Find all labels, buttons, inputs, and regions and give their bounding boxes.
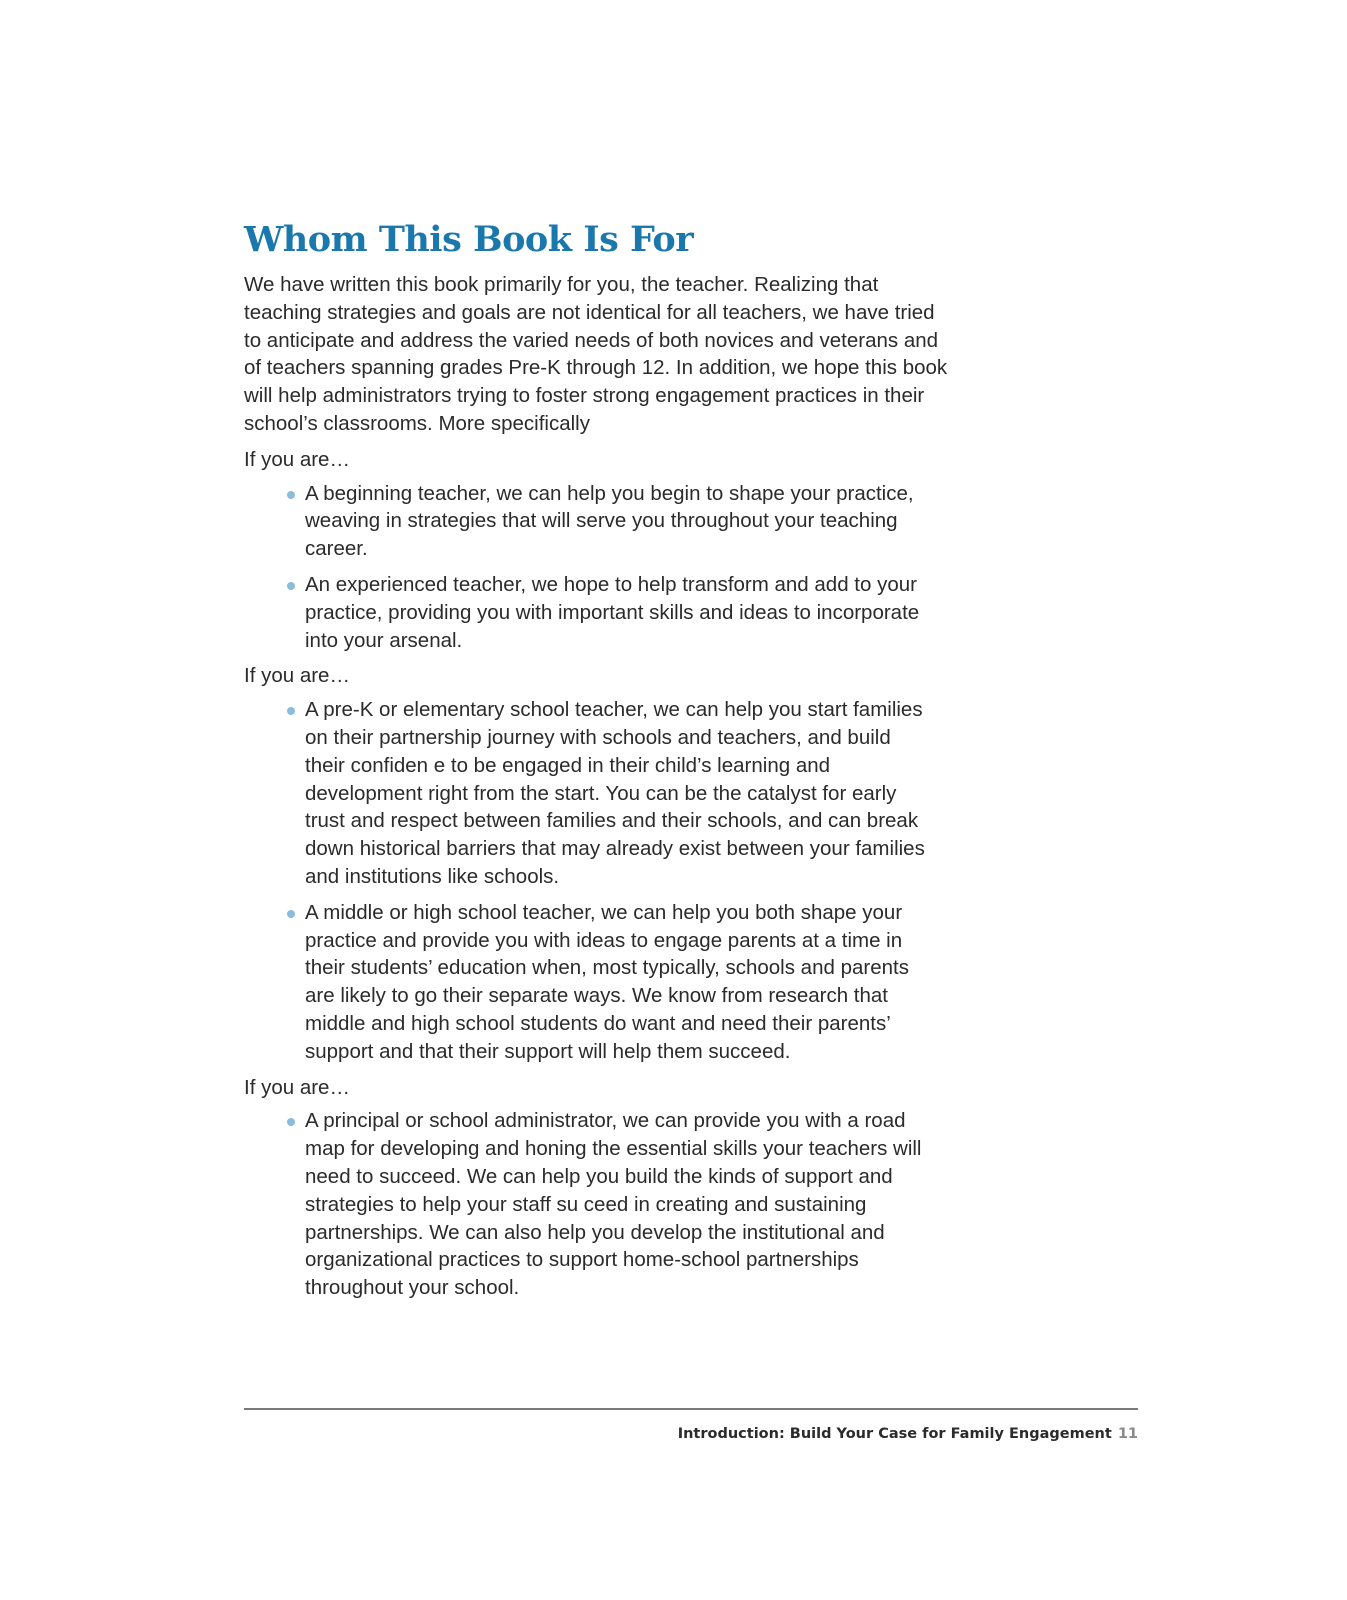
bullet-icon — [287, 707, 295, 715]
bullet-icon — [287, 910, 295, 918]
section-heading: Whom This Book Is For — [244, 219, 694, 260]
page-number: 11 — [1117, 1426, 1138, 1442]
list-item-text: A pre-K or elementary school teacher, we can help you start families on their partnership journey with schools and teachers, and build their confiden e to be engaged in their child’s learning and development right from the start. You can be the catalyst for early trust and respect between families and their schools, and can break down historical barriers that may already exist between your families and institutions like schools. — [305, 698, 925, 888]
list-item — [305, 480, 925, 563]
list-item-text: A middle or high school teacher, we can help you both shape your practice and provide you with ideas to engage parents at a time in their students’ education when, most typically, schools and parents are likely to go their separate ways. We know from research that middle and high school students do want and need their parents’ support and that their support will help them succeed. — [305, 900, 909, 1063]
bullet-list — [244, 480, 925, 655]
group-lead: If you are… — [244, 664, 350, 688]
intro-paragraph: We have written this book primarily for you, the teacher. Realizing that teaching strategies and goals are not identical for all teachers, we have tried to anticipate and address the varied needs of both novices and veterans and of teachers spanning grades Pre-K through 12. In addition, we hope this book will help administrators trying to foster strong engagement practices in their school’s classrooms. More specifically — [244, 273, 948, 435]
list-item — [305, 696, 925, 891]
list-item — [305, 571, 925, 654]
list-item — [305, 899, 925, 1066]
list-item-text: A principal or school administrator, we can provide you with a road map for developing and honing the essential skills your teachers will need to succeed. We can help you build the kinds of support and strategies to help your staff su ceed in creating and sustaining partnerships. We can also help you develop the institutional and organizational practices to support home-school partnerships throughout your school. — [305, 1109, 922, 1300]
list-item — [305, 1107, 925, 1302]
list-item-text: An experienced teacher, we hope to help transform and add to your practice, providing you with important skills and ideas to incorporate into your arsenal. — [305, 572, 920, 652]
list-item-text: A beginning teacher, we can help you begin to shape your practice, weaving in strategies that will serve you throughout your teaching career. — [305, 481, 914, 561]
page-content — [244, 218, 964, 1310]
footer-divider — [244, 1408, 1138, 1410]
page-footer — [678, 1426, 1138, 1442]
bullet-icon — [287, 1118, 295, 1126]
bullet-list — [244, 1107, 925, 1302]
bullet-icon — [287, 582, 295, 590]
running-title: Introduction: Build Your Case for Family Engagement — [677, 1426, 1112, 1442]
bullet-icon — [287, 491, 295, 499]
bullet-list — [244, 696, 925, 1065]
group-lead: If you are… — [244, 447, 350, 471]
group-lead: If you are… — [244, 1075, 350, 1099]
